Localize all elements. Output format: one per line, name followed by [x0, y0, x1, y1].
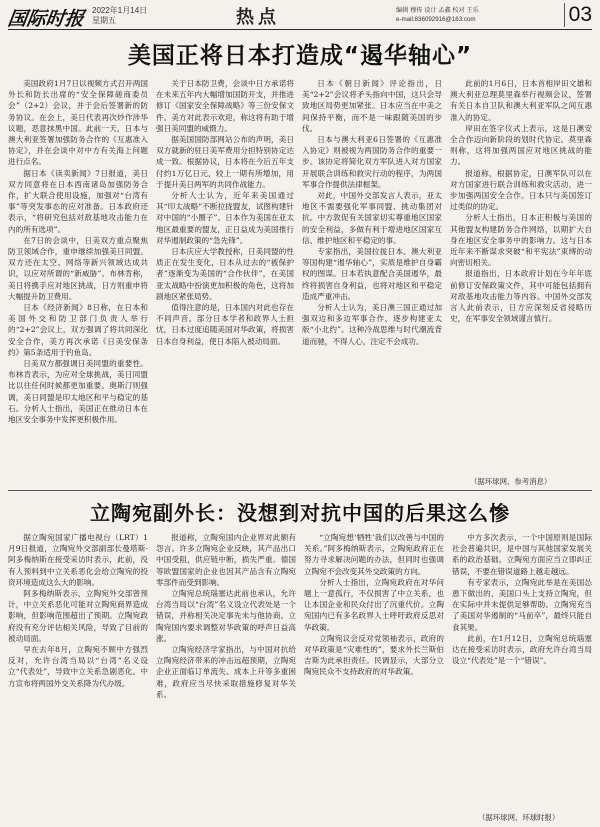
editor-names: 编辑 穆传 设计 孟鑫 校对 王乐	[396, 7, 479, 14]
article1-byline: （据环球网、参考消息）	[470, 477, 552, 486]
article2-column-1	[8, 532, 148, 821]
paragraph: 岸田在签字仪式上表示，这是日澳安全合作迈向新阶段的划时代协定。莫里森则称，这将加强两国应对地区挑战的能力。	[450, 123, 592, 167]
paragraph: 分析人士指出，立陶宛政府在对华问题上一意孤行，不仅损害了中立关系，也让本国企业和民众付出了沉重代价。立陶宛国内已有多名政界人士呼吁政府反思对华政策。	[304, 577, 444, 632]
paragraph: 据美国国防部网站公布的声明，美日双方就新的驻日美军费用分担特别协定达成一致。根据协议，日本将在今后五年支付约1万亿日元，较上一期有所增加，用于提升美日两军的共同作战能力。	[156, 135, 294, 189]
paragraph: 美国政府1月7日以视频方式召开两国外长和防长出席的“安全保障磋商委员会”（2+2）会议，并于会后签署新的防务协议。在会上，美日代表再次炒作涉华议题，恶意抹黑中国。此前一天，日本与澳大利亚签署加强防务合作的《互惠准入协定》，并在会谈中对中方有关海上问题进行点名。	[8, 79, 148, 167]
article2-column-2	[156, 532, 296, 821]
paragraph: 此前，在1月12日，立陶宛总统瑙塞达在接受采访时表示，政府允许台湾当局设立“代表处”是一个“错误”。	[452, 633, 592, 666]
article1-headline: 美国正将日本打造成“遏华轴心”	[127, 43, 473, 69]
paragraph: 报道称，根据协定，日澳军队可以在对方国家进行联合训练和救灾活动，进一步加强两国安全合作。日本只与美国签订过类似的协定。	[450, 168, 592, 212]
article2-byline: （据环球网、环球时报）	[478, 813, 560, 822]
newspaper-logo: 国际时报	[6, 8, 86, 30]
paragraph: 日本《朝日新闻》评论指出，日美“2+2”会议将矛头指向中国，这只会导致地区局势更加紧张。日本应当在中美之间保持平衡，而不是一味跟随美国的步伐。	[302, 79, 442, 133]
paragraph: 值得注意的是，日本国内对此也存在不同声音。部分日本学者和政界人士担忧，日本过度追随美国对华政策，将损害日本自身利益，使日本陷入被动局面。	[156, 303, 294, 346]
paragraph: 在7日的会谈中，日美双方重点聚焦防卫领域合作，重申继续加强美日同盟。双方还在太空、网络等新兴领域达成共识，以应对所谓的“新威胁”。布林肯称，美日将携手应对地区挑战，日方则重申将大幅提升防卫费用。	[8, 235, 148, 301]
paragraph: 此前的1月6日，日本首相岸田文雄和澳大利亚总理莫里森举行视频会议，签署有关日本自卫队和澳大利亚军队之间互惠准入的协定。	[450, 79, 592, 122]
article-divider	[8, 490, 592, 491]
article1-column-2	[156, 78, 294, 488]
paragraph: “立陶宛想‘牺牲’我们以改善与中国的关系。”阿多梅纳斯表示，立陶宛政府正在努力寻求解决问题的办法，但同时也强调立陶宛不会改变其外交政策的方向。	[304, 533, 444, 576]
issue-date	[92, 6, 147, 26]
paragraph: 立陶宛议会反对党领袖表示，政府的对华政策是“灾难性的”，要求外长兰斯伯吉斯为此承担责任。民调显示，大部分立陶宛民众不支持政府的对华政策。	[304, 633, 444, 677]
paragraph: 对此，中国外交部发言人表示，亚太地区不需要强化军事同盟、挑动集团对抗。中方敦促有关国家切实尊重地区国家的安全利益，多做有利于增进地区国家互信、维护地区和平稳定的事。	[302, 191, 442, 245]
date-text: 2022年1月14日	[92, 6, 148, 15]
weekday-text: 星期五	[92, 16, 116, 25]
paragraph: 阿多梅纳斯表示，立陶宛外交部曾预计，中立关系恶化可能对立陶宛商界造成影响，但影响范围超出了预期。立陶宛政府没有充分评估相关风险，导致了目前的被动局面。	[8, 589, 148, 643]
page-number: 03	[564, 3, 592, 27]
editor-credits	[396, 6, 479, 24]
paragraph: 报道指出，日本政府计划在今年年底前修订安保政策文件，其中可能包括拥有对敌基地攻击能力等内容。中国外交部发言人此前表示，日方应深刻反省侵略历史，在军事安全领域谨言慎行。	[450, 269, 592, 324]
section-title: 热点	[236, 7, 280, 28]
paragraph: 中方多次表示，一个中国原则是国际社会普遍共识，是中国与其他国家发展关系的政治基础。立陶宛方面应当立即纠正错误，不要在错误道路上越走越远。	[452, 533, 592, 576]
article1-column-3	[302, 78, 442, 488]
paragraph: 报道称，立陶宛国内企业界对此颇有怨言。许多立陶宛企业反映，其产品出口中国受阻，供应链中断，损失严重。德国等欧盟国家的企业也因其产品含有立陶宛零部件而受到影响。	[156, 533, 296, 587]
article2-column-3	[304, 532, 444, 821]
paragraph: 关于日本防卫费，会谈中日方承诺将在未来五年内大幅增加国防开支，并推进修订《国家安全保障战略》等三份安保文件。美方对此表示欢迎，称这将有助于增强日美同盟的威慑力。	[156, 79, 294, 133]
paragraph: 专家指出，美国拉拢日本、澳大利亚等国构建“遏华轴心”，实质是维护自身霸权的图谋。日本若执意配合美国遏华，最终将损害自身利益，也将对地区和平稳定造成严重冲击。	[302, 247, 442, 301]
paragraph: 分析人士认为，近年来美国通过其“印太战略”不断拉拢盟友，试图构建针对中国的“小圈子”。日本作为美国在亚太地区最重要的盟友，正日益成为美国推行对华遏制政策的“急先锋”。	[156, 191, 294, 245]
article2-column-4	[452, 532, 592, 810]
paragraph: 日美双方都强调日美同盟的重要性。布林肯表示，为应对全球挑战，美日同盟比以往任何时候都更加重要。奥斯汀则强调，美日同盟是印太地区和平与稳定的基石。分析人士指出，美国正在推动日本在地区安全事务中发挥更积极作用。	[8, 359, 148, 425]
article2-headline: 立陶宛副外长：没想到对抗中国的后果这么惨	[90, 501, 510, 525]
paragraph: 立陶宛总统瑙塞达此前也承认，允许台湾当局以“台湾”名义设立代表处是一个错误，并称相关决定事先未与他协商。立陶宛国内要求调整对华政策的呼声日益高涨。	[156, 589, 296, 643]
paragraph: 日本《经济新闻》8日称，在日本和美国外交和防卫部门负责人举行的“2+2”会议上，双方强调了将共同深化安全合作，美方再次承诺《日美安保条约》第5条适用于钓鱼岛。	[8, 303, 148, 357]
paragraph: 分析人士指出，日本正积极与美国的其他盟友构建防务合作网络，以期扩大自身在地区安全事务中的影响力。这与日本近年来不断谋求突破“和平宪法”束缚的动向密切相关。	[450, 213, 592, 268]
paragraph: 日本庆应大学教授称，日美同盟的性质正在发生变化，日本从过去的“被保护者”逐渐变为美国的“合作伙伴”，在美国亚太战略中扮演更加积极的角色，这将加剧地区紧张局势。	[156, 247, 294, 301]
paragraph: 日本与澳大利亚6日签署的《互惠准入协定》则被视为两国防务合作的重要一步。该协定将简化双方军队进入对方国家开展联合训练和救灾行动的程序，为两国军事合作提供法律框架。	[302, 135, 442, 189]
paragraph: 有专家表示，立陶宛此举是在美国怂恿下做出的，美国口头上支持立陶宛，但在实际中并未提供足够帮助。立陶宛充当了美国对华遏制的“马前卒”，最终只能自食其果。	[452, 577, 592, 632]
paragraph: 早在去年8月，立陶宛不顾中方强烈反对，允许台湾当局以“台湾”名义设立“代表处”，导致中立关系急剧恶化。中方宣布将两国外交关系降为代办级。	[8, 645, 148, 688]
paragraph: 立陶宛经济学家指出，与中国对抗给立陶宛经济带来的冲击远超预期，立陶宛企业正面临订单流失、成本上升等多重困难，政府应当尽快采取措施修复对华关系。	[156, 645, 296, 699]
masthead	[8, 3, 592, 30]
paragraph: 据日本《读卖新闻》7日报道，美日双方同意将在日本西南诸岛加强防务合作，扩大联合使用设施，加强对“台湾有事”等突发事态的应对准备。日本政府还表示，“将研究包括对敌基地攻击能力在内的所有选项”。	[8, 168, 148, 234]
article1-column-1	[8, 78, 148, 488]
paragraph: 据立陶宛国家广播电视台（LRT）1月9日报道，立陶宛外交部副部长曼塔斯·阿多梅纳斯在接受采访时表示，此前，没有人预料到中立关系恶化会给立陶宛的投资环境造成这么大的影响。	[8, 533, 148, 587]
article1-column-4	[450, 78, 592, 476]
editor-email: e-mail:836092916@163.com	[396, 16, 476, 23]
paragraph: 分析人士认为，美日澳三国正通过加强双边和多边军事合作，逐步构建亚太版“小北约”。这种冷战思维与时代潮流背道而驰，不得人心，注定不会成功。	[302, 303, 442, 346]
